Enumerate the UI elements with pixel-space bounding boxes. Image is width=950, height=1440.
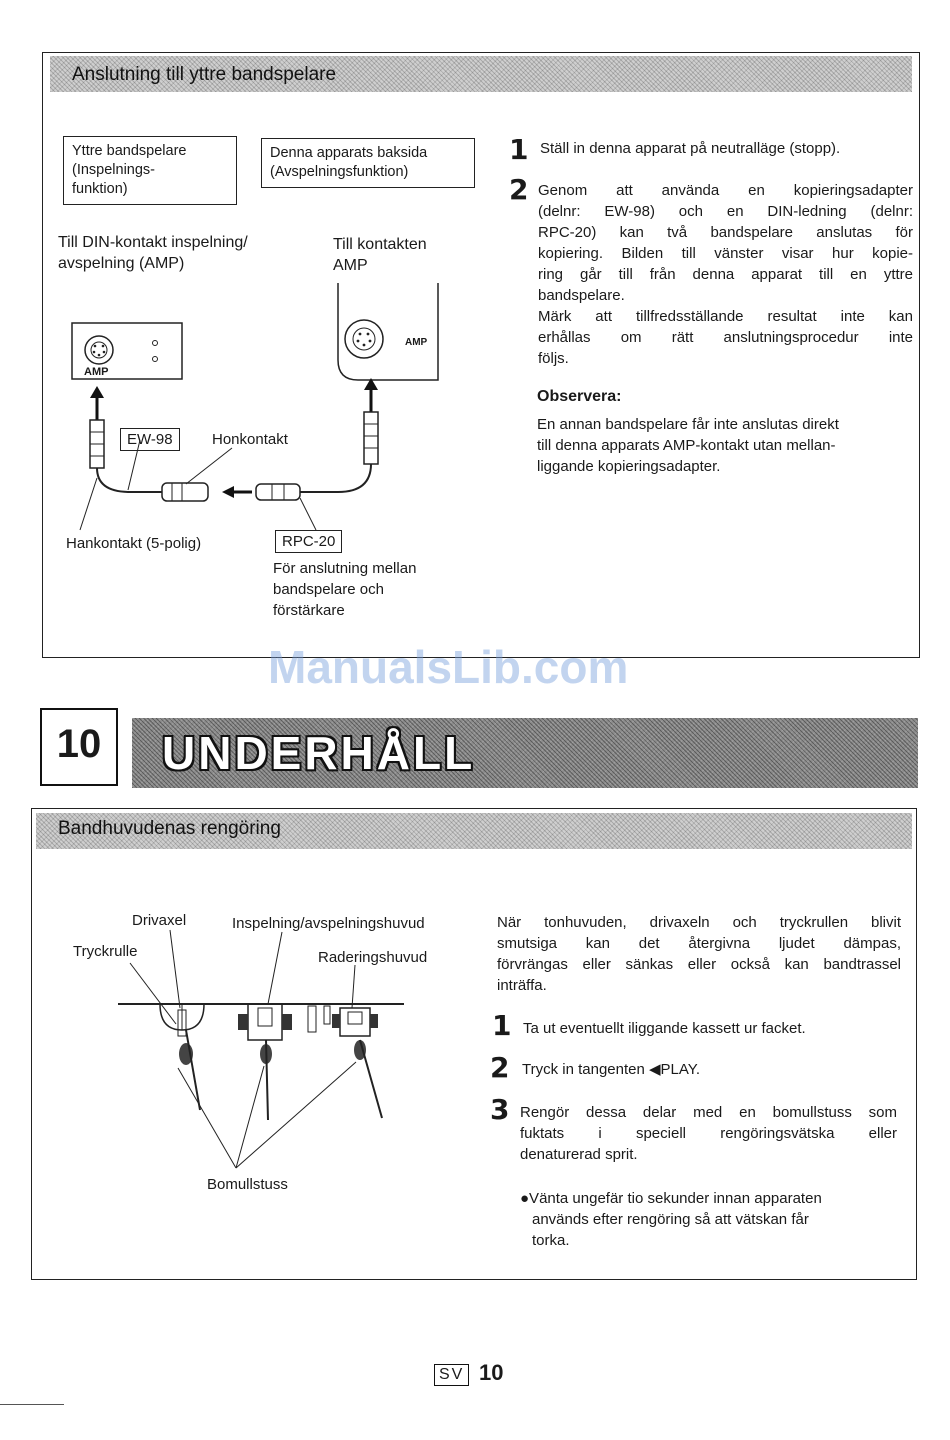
din-label-line-2: avspelning (AMP) xyxy=(58,255,185,272)
clean-step-1-number: 1 xyxy=(492,1009,512,1042)
step-2-line: kopiering. Bilden till vänster visar hur kopie- xyxy=(538,245,913,262)
chapter-number: 10 xyxy=(56,722,102,766)
rpc-desc-line-2: bandspelare och xyxy=(273,581,384,598)
language-badge: SV xyxy=(434,1364,469,1386)
female-connector-label: Honkontakt xyxy=(212,431,288,448)
ew98-tag: EW-98 xyxy=(120,428,180,451)
intro-line: När tonhuvuden, drivaxeln och tryckrullen blivit xyxy=(497,914,901,931)
step-1-line: Ställ in denna apparat på neutralläge (stopp). xyxy=(540,140,841,157)
observera-line: liggande kopieringsadapter. xyxy=(537,458,721,475)
rpc-desc-line-3: förstärkare xyxy=(273,602,345,619)
label-inspelning-huvud: Inspelning/avspelningshuvud xyxy=(232,915,425,932)
step-2-line: (delnr: EW-98) och en DIN-ledning (delnr: xyxy=(538,203,913,220)
step-2-line: bandspelare. xyxy=(538,287,625,304)
cleaning-note xyxy=(520,1188,898,1251)
observera-line: till denna apparats AMP-kontakt utan mellan- xyxy=(537,437,836,454)
step-2-line: följs. xyxy=(538,350,569,367)
box-right-line-2: (Avspelningsfunktion) xyxy=(270,164,409,180)
box-left-line-2: (Inspelnings- xyxy=(72,162,156,178)
clean-step-3-line: fuktats i speciell rengöringsvätska eller xyxy=(520,1125,897,1142)
male-connector-label: Hankontakt (5-polig) xyxy=(66,535,202,552)
step-2-line: ring går till från denna apparat till en yttre xyxy=(538,266,913,283)
rpc-desc-line-1: För anslutning mellan xyxy=(273,560,417,577)
observera-heading: Observera: xyxy=(537,388,622,405)
note-line: ●Vänta ungefär tio sekunder innan apparaten xyxy=(520,1190,822,1207)
step-2-line: RPC-20) kan två bandspelare anslutas för xyxy=(538,224,913,241)
clean-step-3-line: Rengör dessa delar med en bomullstuss som xyxy=(520,1104,897,1121)
box-left-line-3: funktion) xyxy=(72,181,128,197)
rec-play-head xyxy=(248,1004,282,1040)
note-line: används efter rengöring så att vätskan får xyxy=(532,1211,809,1228)
label-bomullstuss: Bomullstuss xyxy=(207,1176,288,1193)
note-line: torka. xyxy=(532,1232,570,1249)
bottom-rule xyxy=(0,1404,64,1405)
label-raderingshuvud: Raderingshuvud xyxy=(318,949,428,966)
clean-step-3-text xyxy=(520,1102,897,1165)
clean-step-3-line: denaturerad sprit. xyxy=(520,1146,638,1163)
din-label-line-1: Till DIN-kontakt inspelning/ xyxy=(58,234,248,251)
section-rengoring-title: Bandhuvudenas rengöring xyxy=(58,818,281,839)
cleaning-intro xyxy=(497,912,901,996)
watermark: ManualsLib.com xyxy=(268,641,629,693)
intro-line: inträffa. xyxy=(497,977,547,994)
observera-line: En annan bandspelare får inte anslutas direkt xyxy=(537,416,839,433)
box-left-line-1: Yttre bandspelare xyxy=(72,143,187,159)
label-tryckrulle: Tryckrulle xyxy=(73,943,138,960)
intro-line: smutsiga kan det återgivna ljudet dämpas, xyxy=(497,935,901,952)
step-1-number: 1 xyxy=(509,133,529,166)
step-2-line: Genom att använda en kopieringsadapter xyxy=(538,182,913,199)
amp-socket-label-line-1: Till kontakten xyxy=(333,236,427,253)
clean-step-3-number: 3 xyxy=(490,1093,510,1126)
intro-line: förvrängas eller sänkas eller också kan bandtrassel xyxy=(497,956,901,973)
clean-step-2-text: Tryck in tangenten ◀PLAY. xyxy=(522,1061,701,1078)
page-number: 10 xyxy=(479,1360,504,1385)
box-right-line-1: Denna apparats baksida xyxy=(270,145,428,161)
amp-right-label: AMP xyxy=(405,337,428,348)
clean-step-2-number: 2 xyxy=(490,1051,510,1084)
amp-left-label: AMP xyxy=(84,366,109,378)
section-anslutning-title: Anslutning till yttre bandspelare xyxy=(72,64,337,85)
clean-step-1-text: Ta ut eventuellt iliggande kassett ur facket. xyxy=(523,1020,806,1037)
chapter-title: UNDERHÅLL xyxy=(162,727,476,779)
amp-socket-label-line-2: AMP xyxy=(333,257,368,274)
step-2-line: erhållas om rätt anslutningsprocedur inte xyxy=(538,329,913,346)
rpc20-tag: RPC-20 xyxy=(275,530,342,553)
step-2-number: 2 xyxy=(509,173,529,206)
step-2-line: Märk att tillfredsställande resultat inte kan xyxy=(538,308,913,325)
label-drivaxel: Drivaxel xyxy=(132,912,187,929)
